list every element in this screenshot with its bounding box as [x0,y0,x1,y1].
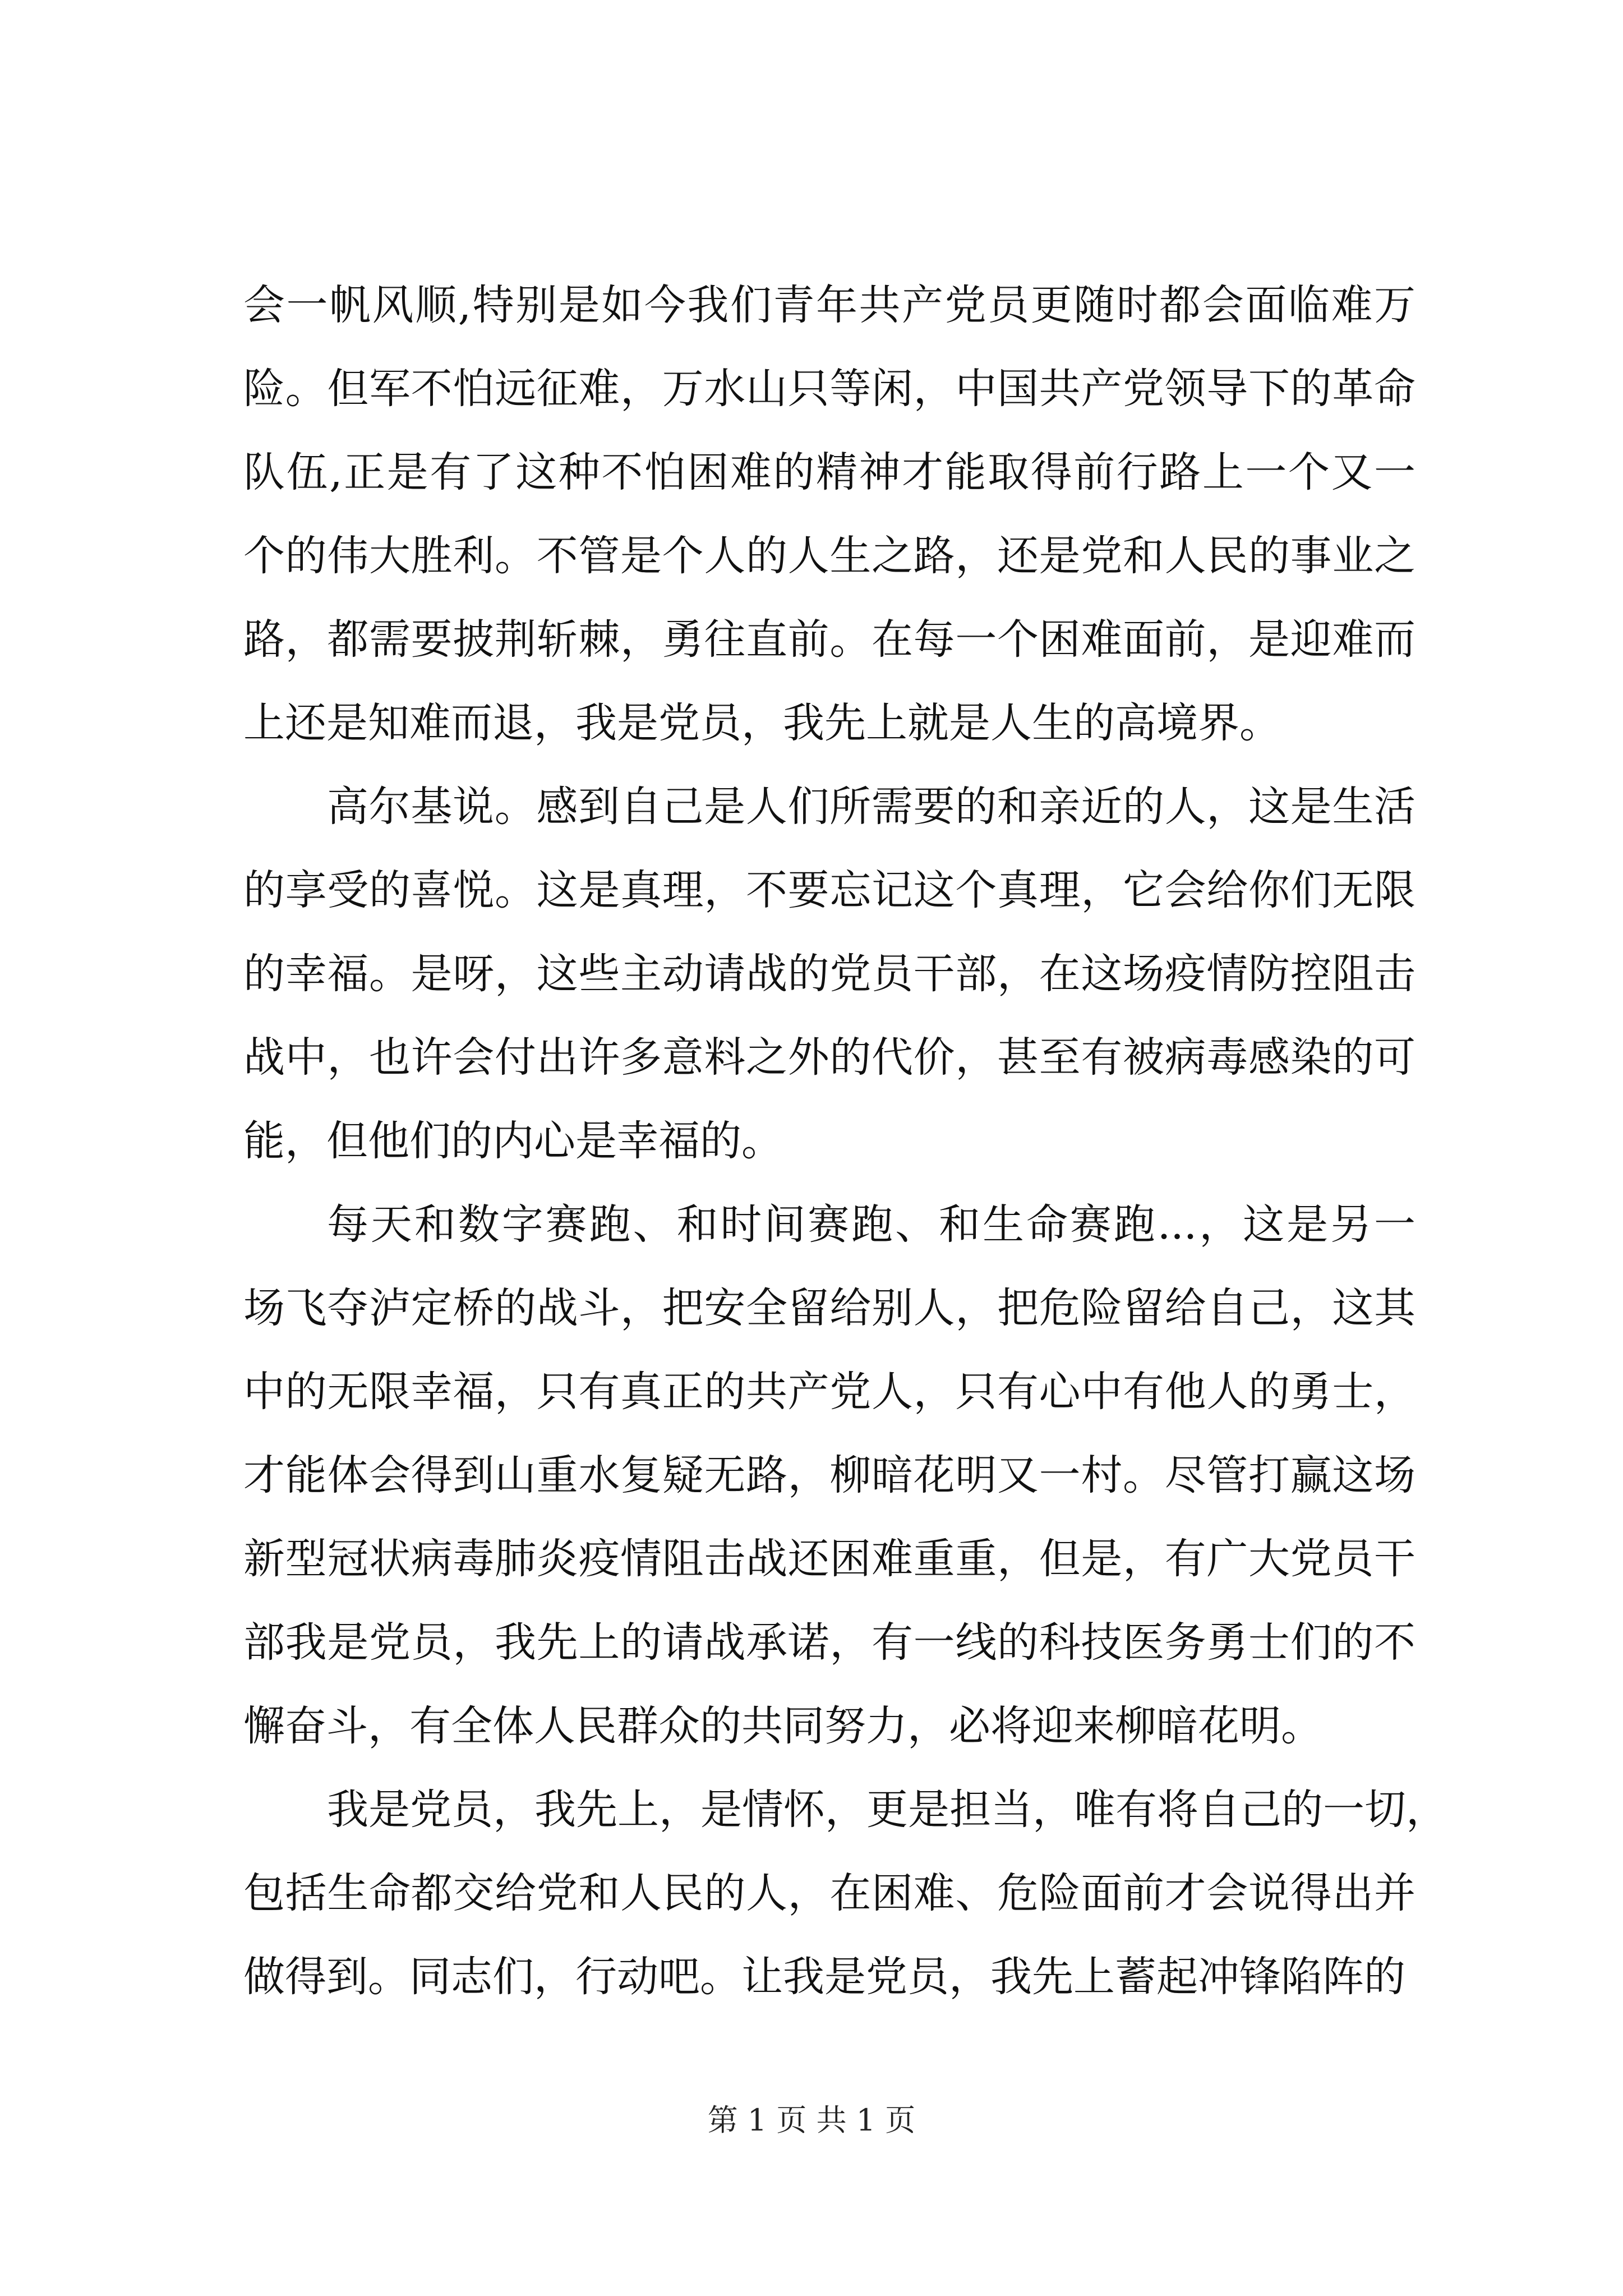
paragraph-line: 场飞夺泸定桥的战斗，把安全留给别人，把危险留给自己，这其 [243,1284,1415,1332]
paragraph-line: 会一帆风顺,特别是如今我们青年共产党员更随时都会面临难万 [243,281,1415,329]
paragraph-line: 每天和数字赛跑、和时间赛跑、和生命赛跑...，这是另一 [327,1200,1415,1249]
paragraph-line: 包括生命都交给党和人民的人，在困难、危险面前才会说得出并 [243,1869,1415,1917]
paragraph-line: 个的伟大胜利。不管是个人的人生之路，还是党和人民的事业之 [243,532,1415,580]
paragraph-line: 部我是党员，我先上的请战承诺，有一线的科技医务勇士们的不 [243,1618,1415,1667]
paragraph [243,1183,1415,1768]
paragraph-line: 我是党员，我先上，是情怀，更是担当，唯有将自己的一切， [327,1786,1447,1834]
paragraph-line: 的享受的喜悦。这是真理，不要忘记这个真理，它会给你们无限 [243,866,1415,914]
document-body [243,264,1447,2019]
paragraph-line: 新型冠状病毒肺炎疫情阻击战还困难重重，但是，有广大党员干 [243,1535,1415,1583]
paragraph [243,1768,1447,2019]
paragraph [243,264,1415,765]
paragraph-line: 做得到。同志们，行动吧。让我是党员，我先上蓄起冲锋陷阵的 [243,1953,1405,2001]
paragraph-line: 战中，也许会付出许多意料之外的代价，甚至有被病毒感染的可 [243,1033,1415,1082]
paragraph [243,765,1415,1183]
paragraph-line: 路，都需要披荆斩棘，勇往直前。在每一个困难面前，是迎难而 [243,615,1415,664]
paragraph-line: 高尔基说。感到自己是人们所需要的和亲近的人，这是生活 [327,783,1415,831]
paragraph-line: 险。但军不怕远征难，万水山只等闲，中国共产党领导下的革命 [243,365,1415,413]
paragraph-line: 队伍,正是有了这种不怕困难的精神才能取得前行路上一个又一 [243,448,1415,496]
paragraph-line: 能，但他们的内心是幸福的。 [243,1117,783,1165]
paragraph-line: 懈奋斗，有全体人民群众的共同努力，必将迎来柳暗花明。 [243,1702,1322,1750]
paragraph-line: 上还是知难而退，我是党员，我先上就是人生的高境界。 [243,699,1281,747]
paragraph-line: 才能体会得到山重水复疑无路，柳暗花明又一村。尽管打赢这场 [243,1451,1415,1499]
page-footer: 第 1 页 共 1 页 [707,2102,916,2138]
paragraph-line: 的幸福。是呀，这些主动请战的党员干部，在这场疫情防控阻击 [243,950,1415,998]
paragraph-line: 中的无限幸福，只有真正的共产党人，只有心中有他人的勇士， [243,1368,1415,1416]
